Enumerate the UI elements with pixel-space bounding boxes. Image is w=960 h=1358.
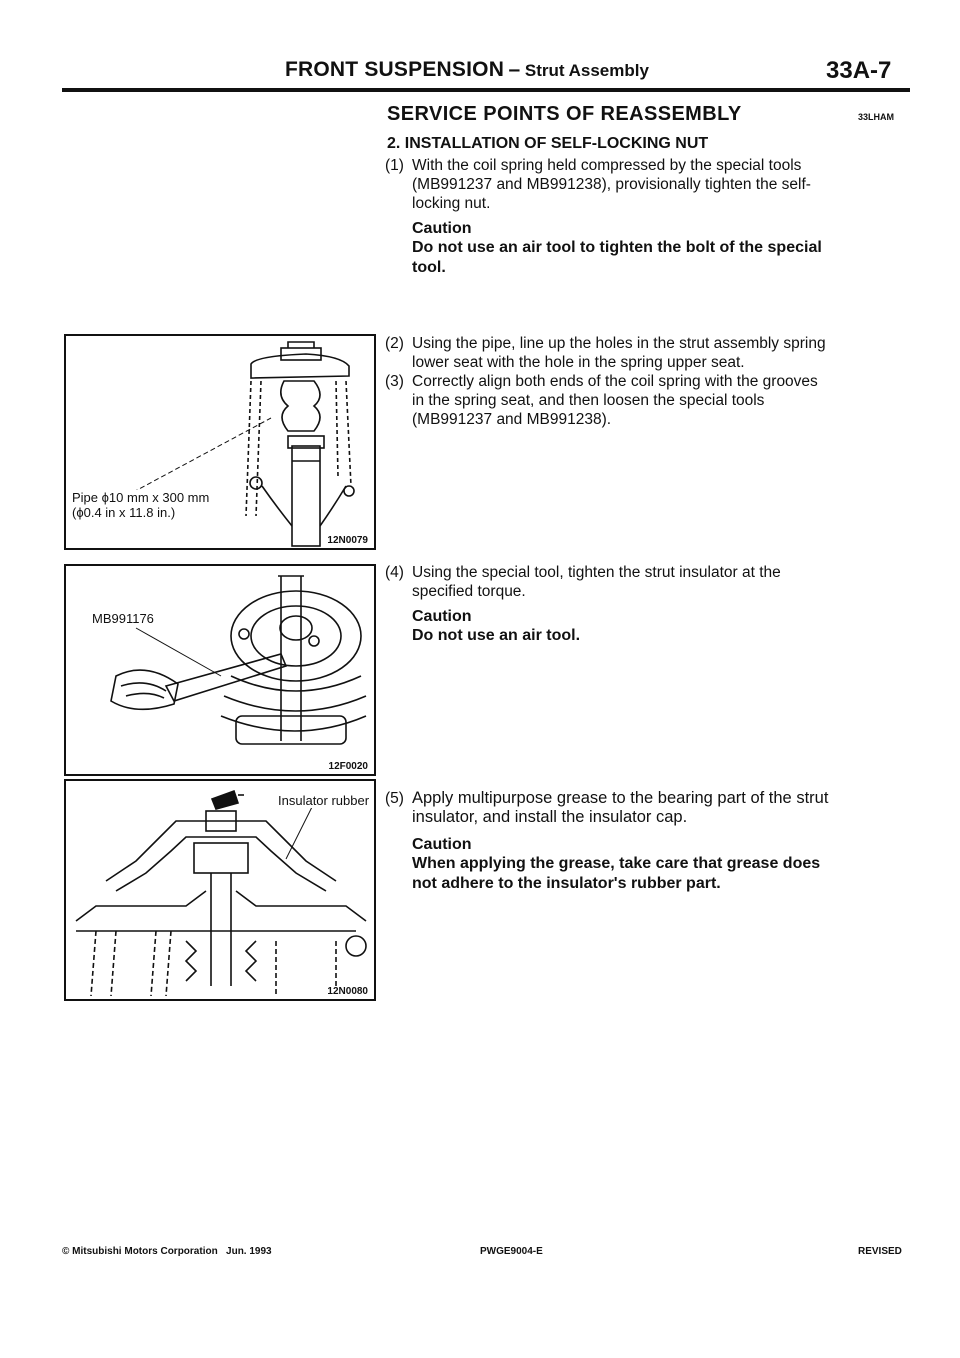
footer-copyright: © Mitsubishi Motors Corporation Jun. 1993 — [62, 1246, 272, 1257]
footer-status: REVISED — [858, 1246, 902, 1257]
step-line: Using the special tool, tighten the strut insulator at the — [412, 564, 781, 581]
caution-line: When applying the grease, take care that grease does — [412, 855, 821, 872]
caution-line: Do not use an air tool to tighten the bolt of the special — [412, 239, 822, 256]
figure-label: MB991176 — [92, 611, 154, 626]
figure-special-tool — [64, 564, 376, 776]
step-line: Using the pipe, line up the holes in the strut assembly spring — [412, 335, 826, 352]
section-subtitle: 2. INSTALLATION OF SELF-LOCKING NUT — [387, 135, 709, 152]
figure-pipe-alignment — [64, 334, 376, 550]
step-line: insulator, and install the insulator cap. — [412, 808, 688, 826]
step-1 — [385, 156, 905, 278]
header-title: FRONT SUSPENSION — [285, 58, 505, 81]
step-number: (3) — [385, 373, 404, 390]
step-number: (1) — [385, 157, 404, 174]
section-code: 33LHAM — [858, 112, 895, 122]
step-line: lower seat with the hole in the spring upper seat. — [412, 354, 745, 371]
header-separator: – — [508, 58, 521, 81]
insulator-cross-section-illustration — [66, 781, 374, 999]
header-rule — [62, 88, 910, 92]
figure-label: Pipe ϕ10 mm x 300 mm — [72, 490, 210, 505]
strut-insulator-tool-illustration — [66, 566, 374, 774]
step-3 — [385, 372, 905, 429]
step-line: in the spring seat, and then loosen the special tools — [412, 392, 765, 409]
figure-insulator-grease — [64, 779, 376, 1001]
step-2 — [385, 334, 905, 372]
header-subtitle: Strut Assembly — [524, 61, 649, 80]
step-number: (5) — [385, 790, 404, 807]
step-line: (MB991237 and MB991238), provisionally tighten the self- — [412, 176, 811, 193]
figure-code: 12F0020 — [328, 761, 368, 772]
step-4 — [385, 563, 905, 646]
page-header — [285, 58, 649, 82]
step-number: (4) — [385, 564, 404, 581]
caution-line: tool. — [412, 259, 446, 276]
page-number: 33A-7 — [826, 57, 892, 84]
caution-line: not adhere to the insulator's rubber part. — [412, 875, 721, 892]
figure-code: 12N0080 — [327, 986, 368, 997]
step-line: (MB991237 and MB991238). — [412, 411, 612, 428]
footer-doc-code: PWGE9004-E — [480, 1246, 543, 1257]
step-line: Correctly align both ends of the coil spring with the grooves — [412, 373, 818, 390]
step-line: specified torque. — [412, 583, 526, 600]
caution-label: Caution — [412, 836, 472, 853]
figure-label: Insulator rubber — [278, 793, 370, 808]
figure-code: 12N0079 — [327, 535, 368, 546]
caution-label: Caution — [412, 220, 472, 237]
section-title: SERVICE POINTS OF REASSEMBLY — [387, 103, 742, 125]
step-line: Apply multipurpose grease to the bearing part of the strut — [412, 789, 829, 807]
figure-label: (ϕ0.4 in x 11.8 in.) — [72, 505, 176, 520]
step-5 — [385, 789, 910, 894]
step-number: (2) — [385, 335, 404, 352]
step-line: With the coil spring held compressed by the special tools — [412, 157, 802, 174]
step-line: locking nut. — [412, 195, 491, 212]
caution-line: Do not use an air tool. — [412, 627, 581, 644]
caution-label: Caution — [412, 608, 472, 625]
